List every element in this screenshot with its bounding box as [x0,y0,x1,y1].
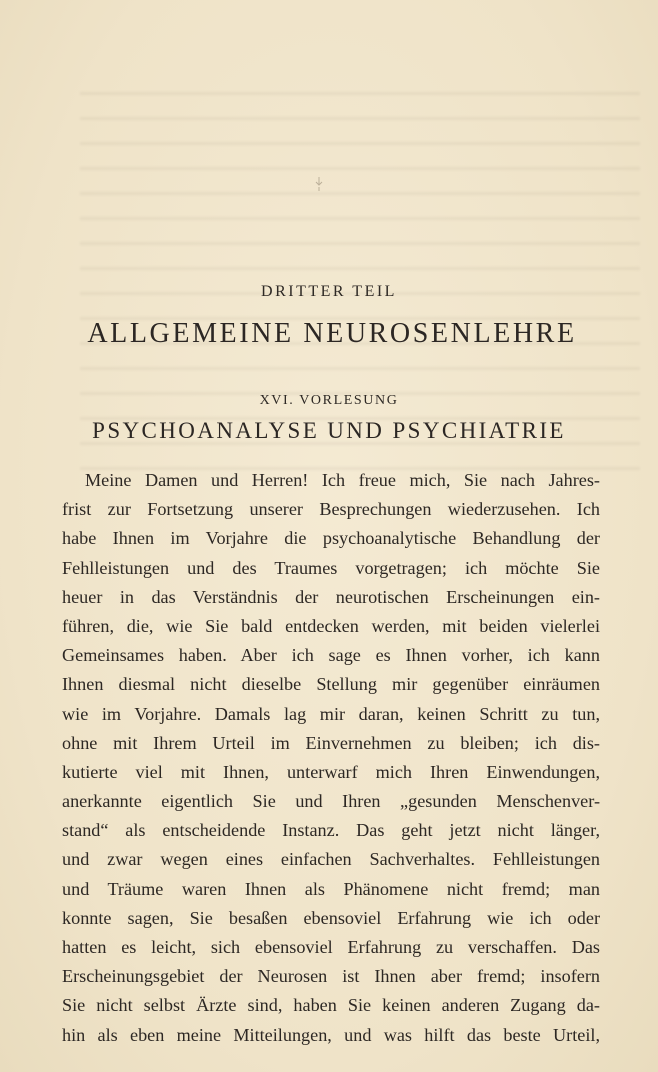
text-line: frist zur Fortsetzung unserer Besprechungen wiederzusehen. Ich [62,499,600,520]
text-line: heuer in das Verständnis der neurotischen Erscheinungen ein- [62,586,600,607]
text-line: wie im Vorjahre. Damals lag mir daran, keinen Schritt zu tun, [62,703,600,724]
text-line: kutierte viel mit Ihnen, unterwarf mich Ihren Einwendungen, [62,761,600,782]
text-line: Meine Damen und Herren! Ich freue mich, Sie nach Jahres- [85,470,600,490]
text-line: Fehlleistungen und des Traumes vorgetragen; ich möchte Sie [62,557,600,578]
text-line: konnte sagen, Sie besaßen ebensoviel Erfahrung wie ich oder [62,907,600,928]
text-line: und Träume waren Ihnen als Phänomene nicht fremd; man [62,878,600,899]
text-line: Sie nicht selbst Ärzte sind, haben Sie keinen anderen Zugang da- [62,995,600,1016]
text-line: stand“ als entscheidende Instanz. Das geht jetzt nicht länger, [62,820,600,841]
text-line: und zwar wegen eines einfachen Sachverhaltes. Fehlleistungen [62,849,600,870]
text-line: führen, die, wie Sie bald entdecken werden, mit beiden vielerlei [62,615,600,636]
lecture-number: XVI. VORLESUNG [259,393,399,408]
text-line: anerkannte eigentlich Sie und Ihren „gesunden Menschenver- [62,791,600,812]
text-line: Erscheinungsgebiet der Neurosen ist Ihnen aber fremd; insofern [62,966,600,987]
text-line: ohne mit Ihrem Urteil im Einvernehmen zu bleiben; ich dis- [62,732,600,753]
text-line: habe Ihnen im Vorjahre die psychoanalytische Behandlung der [62,528,600,549]
text-line: hin als eben meine Mitteilungen, und was hilft das beste Urteil, [62,1024,600,1045]
text-line: Ihnen diesmal nicht dieselbe Stellung mir gegenüber einräumen [62,674,600,695]
text-line: Gemeinsames haben. Aber ich sage es Ihnen vorher, ich kann [62,645,600,666]
text-line: hatten es leicht, sich ebensoviel Erfahrung zu verschaffen. Das [62,937,600,957]
ornament-mark-icon [312,176,326,192]
part-title: ALLGEMEINE NEUROSENLEHRE [87,318,577,349]
lecture-title: PSYCHOANALYSE UND PSYCHIATRIE [92,418,566,443]
part-label: DRITTER TEIL [261,283,397,300]
body-text [62,466,600,1050]
